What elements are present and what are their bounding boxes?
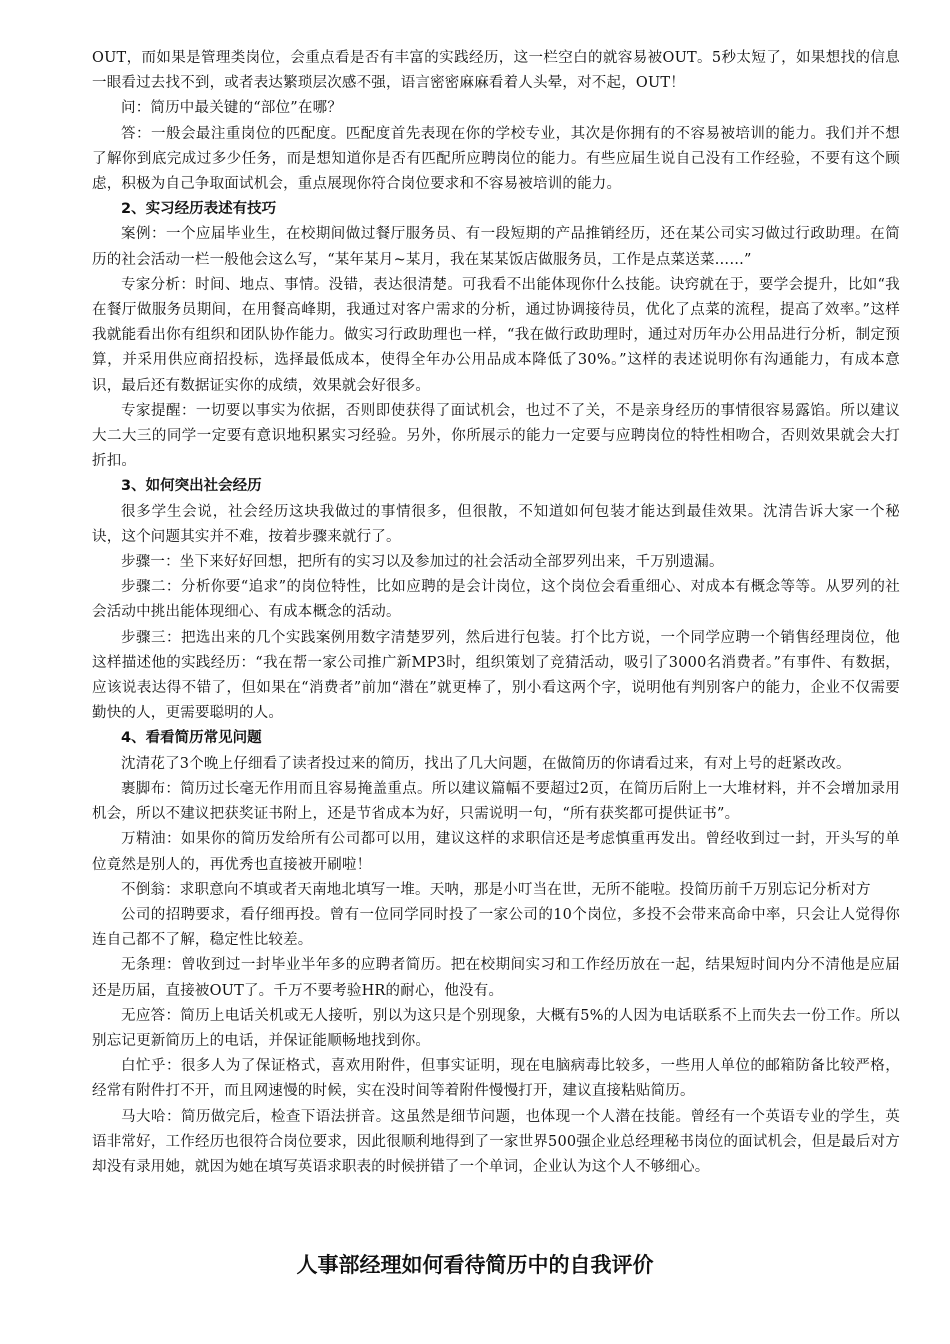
section-heading-common-problems: 4、看看简历常见问题: [121, 730, 262, 747]
paragraph-problem-attachments: 白忙乎：很多人为了保证格式，喜欢用附件，但事实证明，现在电脑病毒比较多，一些用人单位的邮箱防备比较严格，经常有附件打不开，而且网速慢的时候，实在没时间等着附件慢慢打开，建议直接粘贴简历。: [92, 1058, 900, 1100]
paragraph-intro-continued: OUT，而如果是管理类岗位，会重点看是否有丰富的实践经历，这一栏空白的就容易被OUT。5秒太短了，如果想找的信息一眼看过去找不到，或者表达繁琐层次感不强，语言密密麻麻看着人头晕，对不起，OUT！: [92, 50, 900, 92]
paragraph-step-three: 步骤三：把选出来的几个实践案例用数字清楚罗列，然后进行包装。打个比方说，一个同学应聘一个销售经理岗位，他这样描述他的实践经历：“我在帮一家公司推广新MP3时，组织策划了竞猜活动，吸引了3000名消费者。”有事件、有数据，应该说表达得不错了，但如果在“消费者”前加“潜在”就更棒了，别小看这两个字，说明他有判别客户的能力，企业不仅需要勤快的人，更需要聪明的人。: [92, 629, 900, 722]
section-heading-internship: 2、实习经历表述有技巧: [121, 201, 277, 218]
paragraph-problem-no-objective-cont: 公司的招聘要求，看仔细再投。曾有一位同学同时投了一家公司的10个岗位，多投不会带来高命中率，只会让人觉得你连自己都不了解，稳定性比较差。: [92, 906, 900, 949]
paragraph-problems-intro: 沈清花了3个晚上仔细看了读者投过来的简历，找出了几大问题，在做简历的你请看过来，有对上号的赶紧改改。: [121, 755, 851, 772]
paragraph-question: 问：简历中最关键的“部位”在哪？: [121, 100, 343, 117]
paragraph-problem-too-long: 裹脚布：简历过长毫无作用而且容易掩盖重点。所以建议篇幅不要超过2页，在简历后附上一大堆材料，并不会增加录用机会，所以不建议把获奖证书附上，还是节省成本为好，只需说明一句，“所有获奖都可提供证书”。: [92, 780, 900, 823]
next-article-title: 人事部经理如何看待简历中的自我评价: [296, 1253, 654, 1277]
paragraph-answer: 答：一般会最注重岗位的匹配度。匹配度首先表现在你的学校专业，其次是你拥有的不容易被培训的能力。我们并不想了解你到底完成过多少任务，而是想知道你是否有匹配所应聘岗位的能力。有些应届生说自己没有工作经验，不要有这个顾虑，积极为自己争取面试机会，重点展现你符合岗位要求和不容易被培训的能力。: [92, 125, 900, 193]
paragraph-problem-careless: 马大哈：简历做完后，检查下语法拼音。这虽然是细节问题，也体现一个人潜在技能。曾经有一个英语专业的学生，英语非常好，工作经历也很符合岗位要求，因此很顺利地得到了一家世界500强企业总经理秘书岗位的面试机会，但是最后对方却没有录用她，就因为她在填写英语求职表的时候拼错了一个单词，企业认为这个人不够细心。: [92, 1108, 900, 1175]
document-body: [92, 46, 900, 1180]
paragraph-problem-generic: 万精油：如果你的简历发给所有公司都可以用，建议这样的求职信还是考虑慎重再发出。曾经收到过一封，开头写的单位竟然是别人的，再优秀也直接被开刷啦！: [92, 831, 900, 873]
paragraph-step-two: 步骤二：分析你要“追求”的岗位特性，比如应聘的是会计岗位，这个岗位会看重细心、对成本有概念等等。从罗列的社会活动中挑出能体现细心、有成本概念的活动。: [92, 579, 900, 621]
paragraph-problem-no-answer: 无应答：简历上电话关机或无人接听，别以为这只是个别现象，大概有5%的人因为电话联系不上而失去一份工作。所以别忘记更新简历上的电话，并保证能顺畅地找到你。: [92, 1007, 900, 1049]
paragraph-social-intro: 很多学生会说，社会经历这块我做过的事情很多，但很散，不知道如何包装才能达到最佳效果。沈清告诉大家一个秘诀，这个问题其实并不难，按着步骤来就行了。: [92, 503, 900, 545]
paragraph-expert-analysis: 专家分析：时间、地点、事情。没错，表达很清楚。可我看不出能体现你什么技能。诀窍就在于，要学会提升，比如“我在餐厅做服务员期间，在用餐高峰期，我通过对客户需求的分析，通过协调接待员，优化了点菜的流程，提高了效率。”这样我就能看出你有组织和团队协作能力。做实习行政助理也一样，“我在做行政助理时，通过对历年办公用品进行分析，制定预算，并采用供应商招投标，选择最低成本，使得全年办公用品成本降低了30%。”这样的表述说明你有沟通能力，有成本意识，最后还有数据证实你的成绩，效果就会好很多。: [92, 276, 900, 394]
section-heading-social-experience: 3、如何突出社会经历: [121, 478, 262, 495]
paragraph-problem-disorganized: 无条理：曾收到过一封毕业半年多的应聘者简历。把在校期间实习和工作经历放在一起，结果短时间内分不清他是应届还是历届，直接被OUT了。千万不要考验HR的耐心，他没有。: [92, 957, 900, 999]
paragraph-step-one: 步骤一：坐下来好好回想，把所有的实习以及参加过的社会活动全部罗列出来，千万别遗漏。: [121, 554, 724, 571]
paragraph-expert-tip: 专家提醒：一切要以事实为依据，否则即使获得了面试机会，也过不了关，不是亲身经历的事情很容易露馅。所以建议大二大三的同学一定要有意识地积累实习经验。另外，你所展示的能力一定要与应聘岗位的特性相吻合，否则效果就会大打折扣。: [92, 402, 900, 470]
paragraph-problem-no-objective: 不倒翁：求职意向不填或者天南地北填写一堆。天呐，那是小叮当在世，无所不能啦。投简历前千万别忘记分析对方: [121, 881, 871, 898]
paragraph-case: 案例：一个应届毕业生，在校期间做过餐厅服务员、有一段短期的产品推销经历，还在某公司实习做过行政助理。在简历的社会活动一栏一般他会这么写，“某年某月~某月，我在某某饭店做服务员，工作是点菜送菜……”: [92, 226, 900, 268]
